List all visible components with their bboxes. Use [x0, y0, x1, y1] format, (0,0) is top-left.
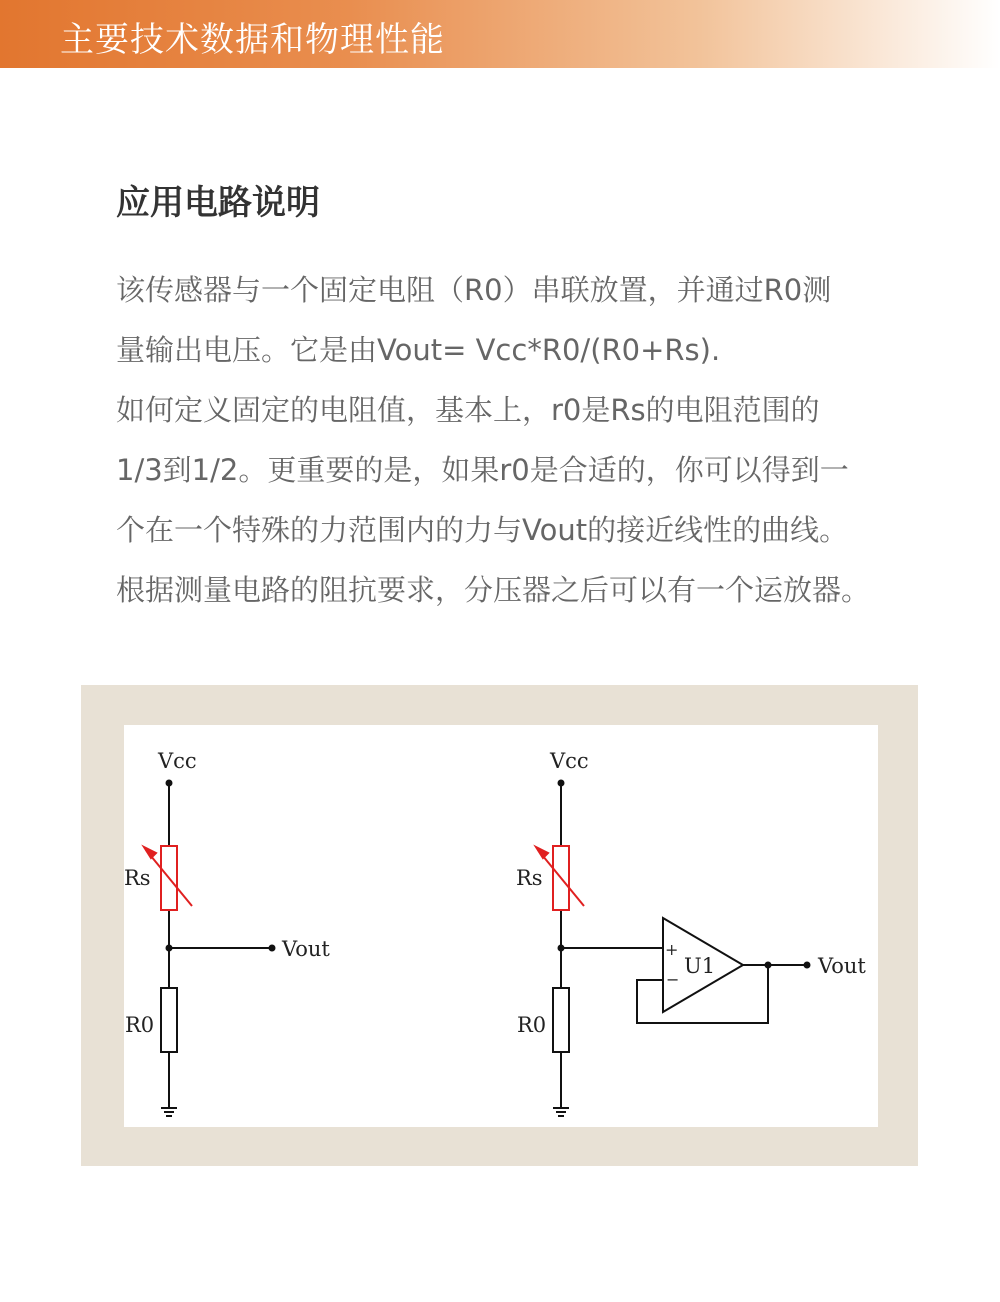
- vout-label: Vout: [282, 937, 330, 961]
- paragraph-line: 该传感器与一个固定电阻（R0）串联放置，并通过R0测: [116, 273, 832, 307]
- circuit-diagram-frame: [81, 685, 918, 1166]
- section-title: 应用电路说明: [116, 183, 320, 223]
- vcc-label: Vcc: [550, 749, 589, 773]
- r0-resistor: [161, 988, 177, 1052]
- minus-input-label: −: [666, 970, 680, 989]
- paragraph-line: 量输出电压。它是由Vout= Vcc*R0/(R0+Rs).: [116, 333, 721, 367]
- rs-sensor-resistor: [144, 846, 192, 910]
- ground-icon: [553, 1108, 569, 1116]
- voltage-divider-circuit: [144, 781, 275, 1117]
- paragraph-line: 1/3到1/2。更重要的是，如果r0是合适的，你可以得到一: [116, 453, 849, 487]
- plus-input-label: +: [665, 940, 679, 959]
- r0-resistor: [553, 988, 569, 1052]
- op-amp-label: U1: [684, 954, 716, 978]
- paragraph-line: 如何定义固定的电阻值，基本上，r0是Rs的电阻范围的: [116, 393, 820, 427]
- circuit-diagram: [124, 725, 878, 1127]
- vout-label: Vout: [818, 954, 866, 978]
- paragraph-line: 根据测量电路的阻抗要求，分压器之后可以有一个运放器。: [116, 573, 871, 607]
- rs-label: Rs: [124, 866, 151, 890]
- description-paragraph: [116, 260, 906, 620]
- r0-label: R0: [517, 1013, 547, 1037]
- header-title: 主要技术数据和物理性能: [60, 20, 445, 60]
- rs-label: Rs: [516, 866, 543, 890]
- ground-icon: [161, 1108, 177, 1116]
- paragraph-line: 个在一个特殊的力范围内的力与Vout的接近线性的曲线。: [116, 513, 849, 547]
- r0-label: R0: [125, 1013, 155, 1037]
- rs-sensor-resistor: [536, 846, 584, 910]
- header-banner: [0, 0, 1000, 68]
- vcc-label: Vcc: [158, 749, 197, 773]
